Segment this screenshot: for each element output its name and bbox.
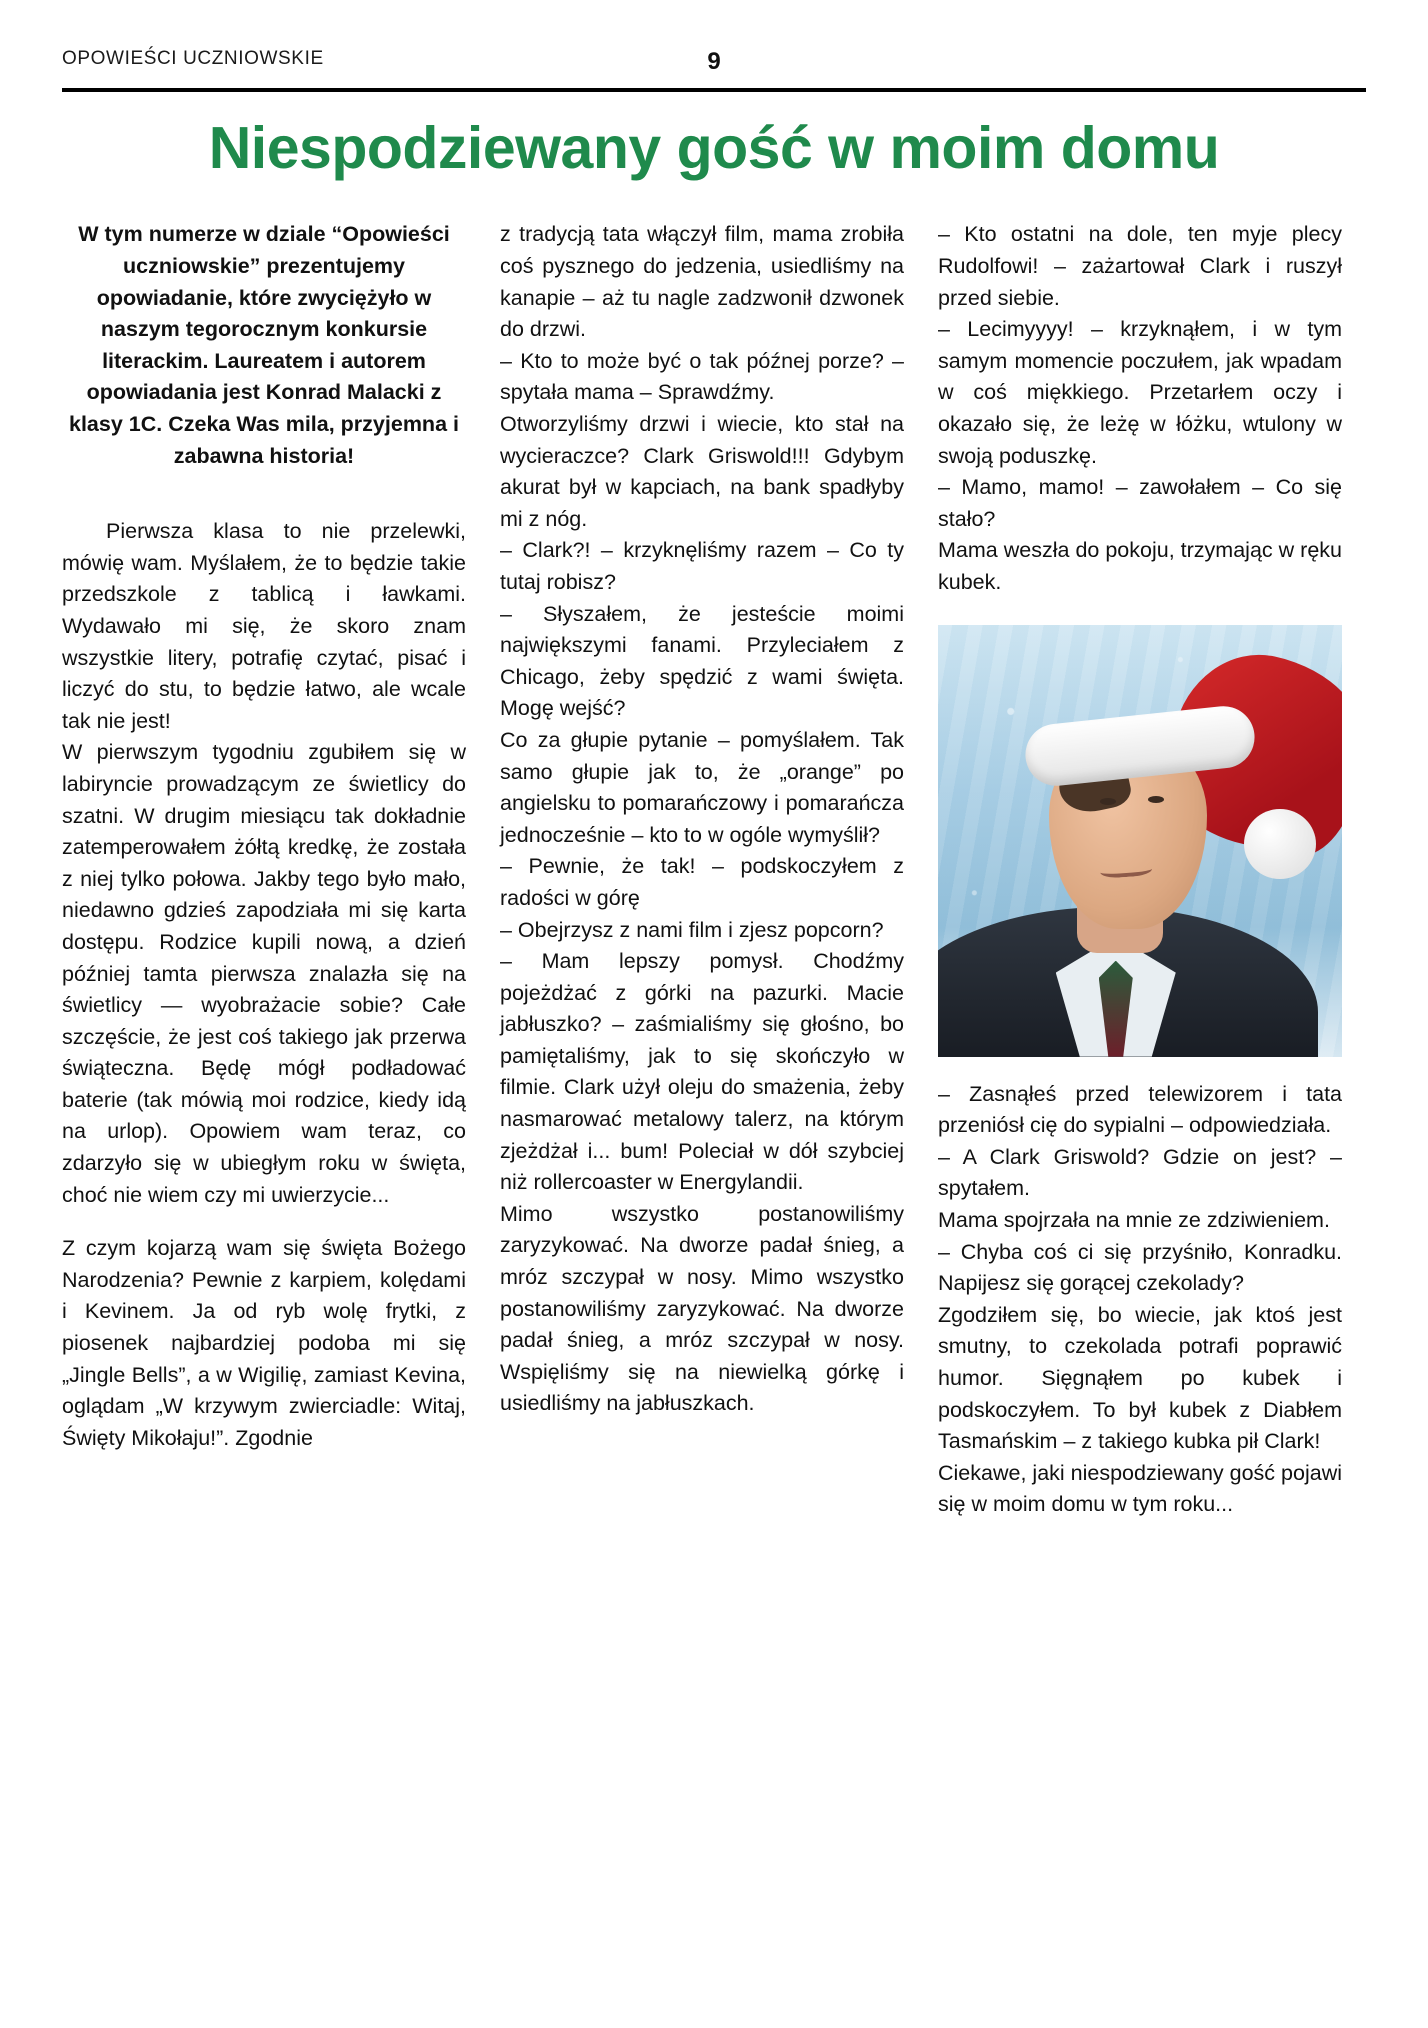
santa-hat-pompom (1244, 809, 1316, 879)
photo-eye-right (1148, 796, 1164, 803)
middle-paragraph-8: – Obejrzysz z nami film i zjesz popcorn? (500, 917, 884, 942)
middle-paragraph-2: – Kto to może być o tak późnej porze? – spytała mama – Sprawdźmy. (500, 348, 904, 405)
right-paragraph-2: – Lecimyyyy! – krzyknąłem, i w tym samym momencie poczułem, jak wpadam w coś miękkiego. Przetarłem oczy i okazało się, że leżę w łóżku, wtulony w swoją poduszkę. (938, 317, 1342, 468)
middle-paragraph-3: Otworzyliśmy drzwi i wiecie, kto stał na wycieraczce? Clark Griswold!!! Gdybym akurat był w kapciach, na bank spadłyby mi z nóg. (500, 412, 904, 531)
right-paragraph-5: – Zasnąłeś przed telewizorem i tata przeniósł cię do sypialni – odpowiedziała. (938, 1081, 1342, 1138)
right-paragraph-10: Ciekawe, jaki niespodziewany gość pojawi się w moim domu w tym roku... (938, 1460, 1342, 1517)
middle-paragraph-7: – Pewnie, że tak! – podskoczyłem z radości w górę (500, 854, 904, 910)
article-photo (938, 625, 1342, 1057)
article-columns (62, 219, 1366, 1520)
editorial-note: W tym numerze w dziale “Opowieści uczniowskie” prezentujemy opowiadanie, które zwyciężyło w naszym tegorocznym konkursie literackim. Laureatem i autorem opowiadania jest Konrad Malacki z klasy 1C. Czeka Was mila, przyjemna i zabawna historia! (69, 222, 459, 468)
right-paragraph-3: – Mamo, mamo! – zawołałem – Co się stało? (938, 475, 1342, 531)
header-divider (62, 88, 1366, 92)
right-paragraph-9: Zgodziłem się, bo wiecie, jak ktoś jest smutny, to czekolada potrafi poprawić humor. Sięgnąłem po kubek i podskoczyłem. To był kubek z Diabłem Tasmańskim – z takiego kubka pił Clark! (938, 1302, 1342, 1454)
right-paragraph-6: – A Clark Griswold? Gdzie on jest? – spytałem. (938, 1144, 1342, 1201)
column-middle (500, 219, 904, 1520)
right-paragraph-8: – Chyba coś ci się przyśniło, Konradku. Napijesz się gorącej czekolady? (938, 1239, 1342, 1296)
photo-eye-left (1100, 798, 1116, 805)
right-paragraph-1: – Kto ostatni na dole, ten myje plecy Rudolfowi! – zażartował Clark i ruszył przed siebie. (938, 222, 1342, 310)
middle-paragraph-1: z tradycją tata włączył film, mama zrobiła coś pysznego do jedzenia, usiedliśmy na kanapie – aż tu nagle zadzwonił dzwonek do drzwi. (500, 222, 904, 342)
middle-paragraph-10: Mimo wszystko postanowiliśmy zaryzykować. Na dworze padał śnieg, a mróz szczypał w nosy. Mimo wszystko postanowiliśmy zaryzykować. Na dworze padał śnieg, a mróz szczypał w nosy. Wspięliśmy się na niewielką górkę i usiedliśmy na jabłuszkach. (500, 1201, 904, 1416)
page-title: Niespodziewany gość w moim domu (208, 115, 1220, 181)
right-paragraph-4: Mama weszła do pokoju, trzymając w ręku kubek. (938, 538, 1342, 594)
masthead (62, 48, 1366, 82)
middle-paragraph-6: Co za głupie pytanie – pomyślałem. Tak samo głupie jak to, że „orange” po angielsku to pomarańczowy i pomarańcza jednocześnie – kto to w ogóle wymyślił? (500, 727, 904, 847)
left-paragraph-1: Pierwsza klasa to nie przelewki, mówię wam. Myślałem, że to będzie takie przedszkole z tablicą i ławkami. Wydawało mi się, że skoro znam wszystkie litery, potrafię czytać, pisać i liczyć do stu, to będzie łatwo, ale wcale tak nie jest! (62, 519, 466, 733)
middle-paragraph-9: – Mam lepszy pomysł. Chodźmy pojeżdżać z górki na pazurki. Macie jabłuszko? – zaśmialiśmy się głośno, bo pamiętaliśmy, jak to się skończyło w filmie. Clark użył oleju do smażenia, żeby nasmarować metalowy talerz, na którym zjeżdżał i... bum! Poleciał w dół szybciej niż rollercoaster w Energylandii. (500, 949, 904, 1195)
middle-paragraph-4: – Clark?! – krzyknęliśmy razem – Co ty tutaj robisz? (500, 538, 904, 594)
right-paragraph-7: Mama spojrzała na mnie ze zdziwieniem. (938, 1207, 1330, 1232)
section-title: OPOWIEŚCI UCZNIOWSKIE (62, 48, 324, 69)
column-left (62, 219, 466, 1520)
column-right (938, 219, 1342, 1520)
page-number: 9 (707, 48, 721, 75)
left-paragraph-2: W pierwszym tygodniu zgubiłem się w labiryncie prowadzącym ze świetlicy do szatni. W drugim miesiącu tak dokładnie zatemperowałem żółtą kredkę, że została z niej tylko połowa. Jakby tego było mało, niedawno gdzieś zapodziała mi się karta dostępu. Rodzice kupili nową, a dzień później tamta pierwsza znalazła się na świetlicy — wyobrażacie sobie? Całe szczęście, że jest coś takiego jak przerwa świąteczna. Będę mógł podładować baterie (tak mówią moi rodzice, kiedy idą na urlop). Opowiem wam teraz, co zdarzyło się w ubiegłym roku w święta, choć nie wiem czy mi uwierzycie... (62, 740, 466, 1207)
middle-paragraph-5: – Słyszałem, że jesteście moimi największymi fanami. Przyleciałem z Chicago, żeby spędzić z wami święta. Mogę wejść? (500, 601, 904, 721)
left-paragraph-3: Z czym kojarzą wam się święta Bożego Narodzenia? Pewnie z karpiem, kolędami i Kevinem. Ja od ryb wolę frytki, z piosenek najbardziej podoba mi się „Jingle Bells”, a w Wigilię, zamiast Kevina, oglądam „W krzywym zwierciadle: Witaj, Święty Mikołaju!”. Zgodnie (62, 1236, 466, 1450)
